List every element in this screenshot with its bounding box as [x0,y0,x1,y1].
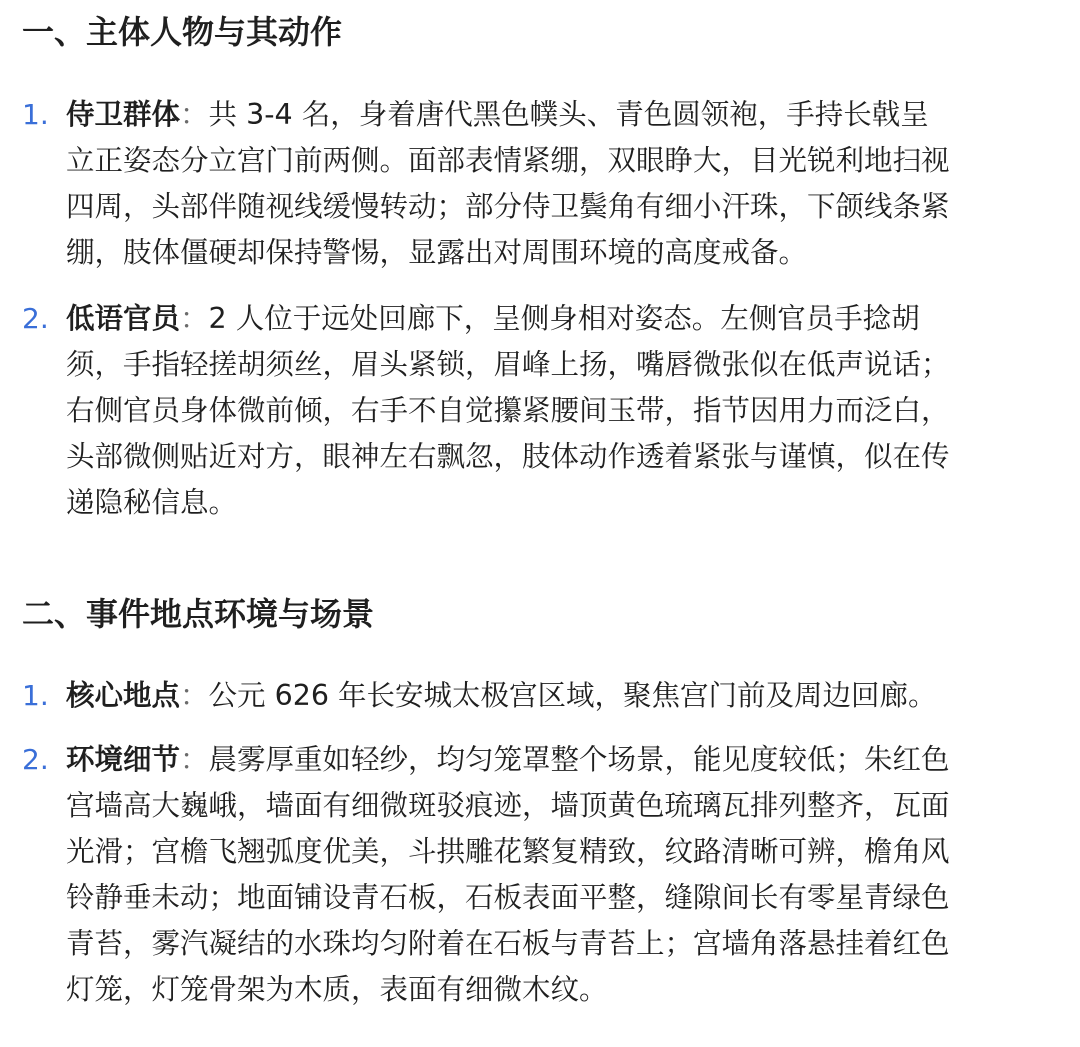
list-number: 1. [22,679,49,712]
list-item-text [66,296,1046,526]
list-item-line: 须，手指轻搓胡须丝，眉头紧锁，眉峰上扬，嘴唇微张似在低声说话； [66,348,950,381]
list-item-term: 低语官员 [66,302,181,335]
list-item-line: 立正姿态分立宫门前两侧。面部表情紧绷，双眼睁大，目光锐利地扫视 [66,144,950,177]
list-item-text [66,737,1046,1013]
list-item-line: 宫墙高大巍峨，墙面有细微斑驳痕迹，墙顶黄色琉璃瓦排列整齐，瓦面 [66,789,950,822]
section-title-1: 一、主体人物与其动作 [22,13,343,51]
list-item-first-line [66,296,1046,342]
list-item-term: 核心地点 [66,679,181,712]
list-item-text [66,673,1046,719]
list-item-line: 铃静垂未动；地面铺设青石板，石板表面平整，缝隙间长有零星青绿色 [66,881,950,914]
list-item-term: 环境细节 [66,743,181,776]
list-number: 2. [22,743,49,776]
list-item-lead: 公元 626 年长安城太极宫区域，聚焦宫门前及周边回廊。 [208,679,937,712]
list-item-line: 青苔，雾汽凝结的水珠均匀附着在石板与青苔上；宫墙角落悬挂着红色 [66,927,950,960]
list-item-line: 右侧官员身体微前倾，右手不自觉攥紧腰间玉带，指节因用力而泛白， [66,394,950,427]
list-item-line: 灯笼，灯笼骨架为木质，表面有细微木纹。 [66,973,608,1006]
list-number: 1. [22,98,49,131]
list-item-line: 递隐秘信息。 [66,486,238,519]
term-colon: ： [180,679,209,712]
term-colon: ： [180,743,209,776]
list-item-text [66,92,1046,276]
list-item-line: 四周，头部伴随视线缓慢转动；部分侍卫鬓角有细小汗珠，下颌线条紧 [66,190,950,223]
term-colon: ： [180,302,209,335]
list-item-first-line [66,92,1046,138]
list-item-line: 头部微侧贴近对方，眼神左右飘忽，肢体动作透着紧张与谨慎，似在传 [66,440,950,473]
list-item-term: 侍卫群体 [66,98,181,131]
list-item-lead: 共 3-4 名，身着唐代黑色幞头、青色圆领袍，手持长戟呈 [208,98,929,131]
section-title-2: 二、事件地点环境与场景 [22,595,375,633]
list-item-line: 绷，肢体僵硬却保持警惕，显露出对周围环境的高度戒备。 [66,236,808,269]
list-item-line: 光滑；宫檐飞翘弧度优美，斗拱雕花繁复精致，纹路清晰可辨，檐角风 [66,835,950,868]
list-number: 2. [22,302,49,335]
list-item-lead: 晨雾厚重如轻纱，均匀笼罩整个场景，能见度较低；朱红色 [208,743,950,776]
list-item-lead: 2 人位于远处回廊下，呈侧身相对姿态。左侧官员手捻胡 [208,302,920,335]
term-colon: ： [180,98,209,131]
list-item-first-line [66,673,1046,719]
list-item-first-line [66,737,1046,783]
